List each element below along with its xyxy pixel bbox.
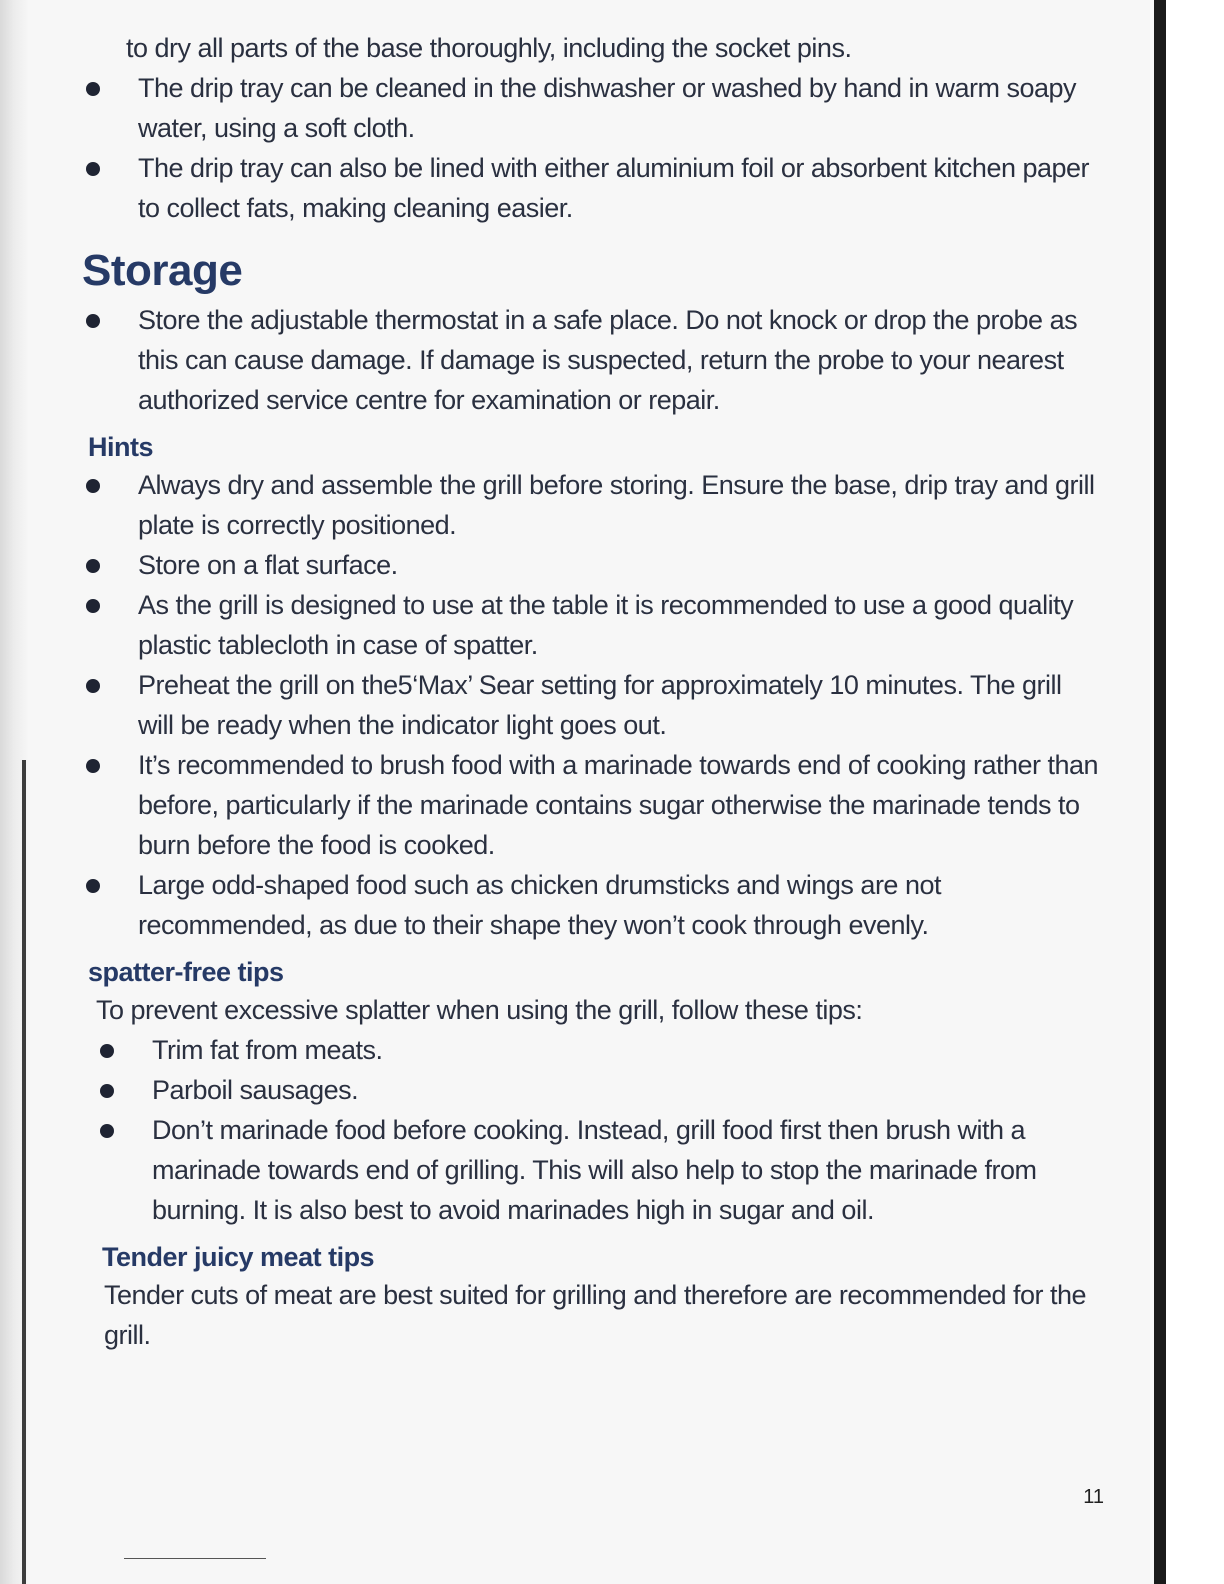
- bullet-icon: [100, 1124, 114, 1138]
- page-number: 11: [1083, 1486, 1104, 1508]
- bullet-icon: [86, 314, 100, 328]
- bullet-icon: [86, 479, 100, 493]
- list-item: Large odd-shaped food such as chicken drumsticks and wings are not recommended, as due to their shape they won’t cook through evenly.: [82, 865, 1102, 945]
- tender-text: Tender cuts of meat are best suited for grilling and therefore are recommended for the grill.: [104, 1280, 1087, 1350]
- bullet-icon: [86, 759, 100, 773]
- bullet-icon: [86, 879, 100, 893]
- list-item: Preheat the grill on the5‘Max’ Sear setting for approximately 10 minutes. The grill will be ready when the indicator light goes out.: [82, 665, 1102, 745]
- continued-paragraph: to dry all parts of the base thoroughly, including the socket pins.: [126, 33, 852, 63]
- binding-edge: [0, 0, 28, 1584]
- list-item: The drip tray can also be lined with either aluminium foil or absorbent kitchen paper to collect fats, making cleaning easier.: [82, 148, 1102, 228]
- hints-list: [82, 465, 1102, 945]
- list-item: Store on a flat surface.: [82, 545, 1102, 585]
- spatter-list: [96, 1030, 1102, 1230]
- list-item: Store the adjustable thermostat in a safe place. Do not knock or drop the probe as this can cause damage. If damage is suspected, return the probe to your nearest authorized service centre for examination or repair.: [82, 300, 1102, 420]
- list-item: The drip tray can be cleaned in the dishwasher or washed by hand in warm soapy water, using a soft cloth.: [82, 68, 1102, 148]
- list-item: It’s recommended to brush food with a marinade towards end of cooking rather than before, particularly if the marinade contains sugar otherwise the marinade tends to burn before the food is cooked.: [82, 745, 1102, 865]
- list-item: Don’t marinade food before cooking. Instead, grill food first then brush with a marinade towards end of grilling. This will also help to stop the marinade from burning. It is also best to avoid marinades high in sugar and oil.: [96, 1110, 1102, 1230]
- hints-heading: Hints: [88, 432, 153, 462]
- bullet-icon: [86, 82, 100, 96]
- bullet-icon: [86, 599, 100, 613]
- bullet-icon: [100, 1044, 114, 1058]
- list-item: Always dry and assemble the grill before storing. Ensure the base, drip tray and grill plate is correctly positioned.: [82, 465, 1102, 545]
- storage-list: [82, 300, 1102, 420]
- bullet-icon: [86, 162, 100, 176]
- storage-heading: Storage: [82, 246, 243, 295]
- footer-rule: [124, 1558, 266, 1559]
- bullet-icon: [86, 679, 100, 693]
- list-item: As the grill is designed to use at the table it is recommended to use a good quality plastic tablecloth in case of spatter.: [82, 585, 1102, 665]
- page-edge-right: [1154, 0, 1224, 1584]
- bullet-icon: [100, 1084, 114, 1098]
- bullet-icon: [86, 559, 100, 573]
- tender-heading: Tender juicy meat tips: [102, 1242, 375, 1272]
- spatter-heading: spatter-free tips: [88, 957, 284, 987]
- cleaning-list: [82, 68, 1102, 228]
- spatter-intro: To prevent excessive splatter when using the grill, follow these tips:: [96, 995, 863, 1025]
- page-content: [82, 28, 1102, 1355]
- list-item: Parboil sausages.: [96, 1070, 1102, 1110]
- list-item: Trim fat from meats.: [96, 1030, 1102, 1070]
